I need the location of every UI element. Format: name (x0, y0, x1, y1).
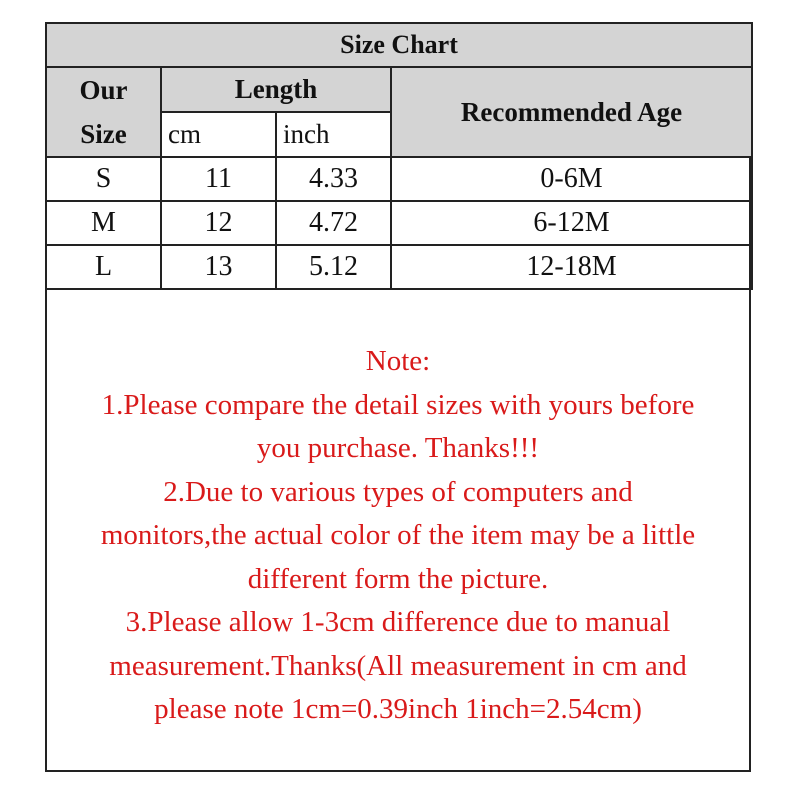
age-cell: 12-18M (391, 245, 752, 289)
note-line: 2.Due to various types of computers and (163, 475, 633, 508)
table-row (46, 201, 752, 245)
inch-cell: 4.33 (276, 157, 391, 201)
our-size-header (46, 67, 161, 157)
length-header: Length (161, 67, 391, 112)
inch-header: inch (276, 112, 391, 157)
size-cell: L (46, 245, 161, 289)
cm-cell: 13 (161, 245, 276, 289)
table-row (46, 157, 752, 201)
size-cell: M (46, 201, 161, 245)
table-row (46, 245, 752, 289)
size-cell: S (46, 157, 161, 201)
cm-cell: 12 (161, 201, 276, 245)
note-line: 1.Please compare the detail sizes with yours before (101, 388, 695, 421)
table-title: Size Chart (46, 23, 752, 67)
inch-cell: 4.72 (276, 201, 391, 245)
age-cell: 6-12M (391, 201, 752, 245)
inch-cell: 5.12 (276, 245, 391, 289)
note-line: please note 1cm=0.39inch 1inch=2.54cm) (154, 693, 642, 725)
note-heading: Note: (365, 345, 431, 377)
note-line: measurement.Thanks(All measurement in cm and (109, 649, 687, 682)
note-line: different form the picture. (247, 562, 549, 595)
cm-header: cm (161, 112, 276, 157)
size-chart-table (45, 22, 753, 290)
our-size-line1: Our (79, 75, 128, 105)
note-line: monitors,the actual color of the item may be a little (100, 519, 696, 551)
note-line: 3.Please allow 1-3cm difference due to manual (125, 606, 671, 638)
our-size-line2: Size (80, 119, 127, 149)
age-cell: 0-6M (391, 157, 752, 201)
note-block (47, 340, 749, 732)
note-line: you purchase. Thanks!!! (256, 432, 540, 464)
cm-cell: 11 (161, 157, 276, 201)
recommended-age-header: Recommended Age (391, 67, 752, 157)
